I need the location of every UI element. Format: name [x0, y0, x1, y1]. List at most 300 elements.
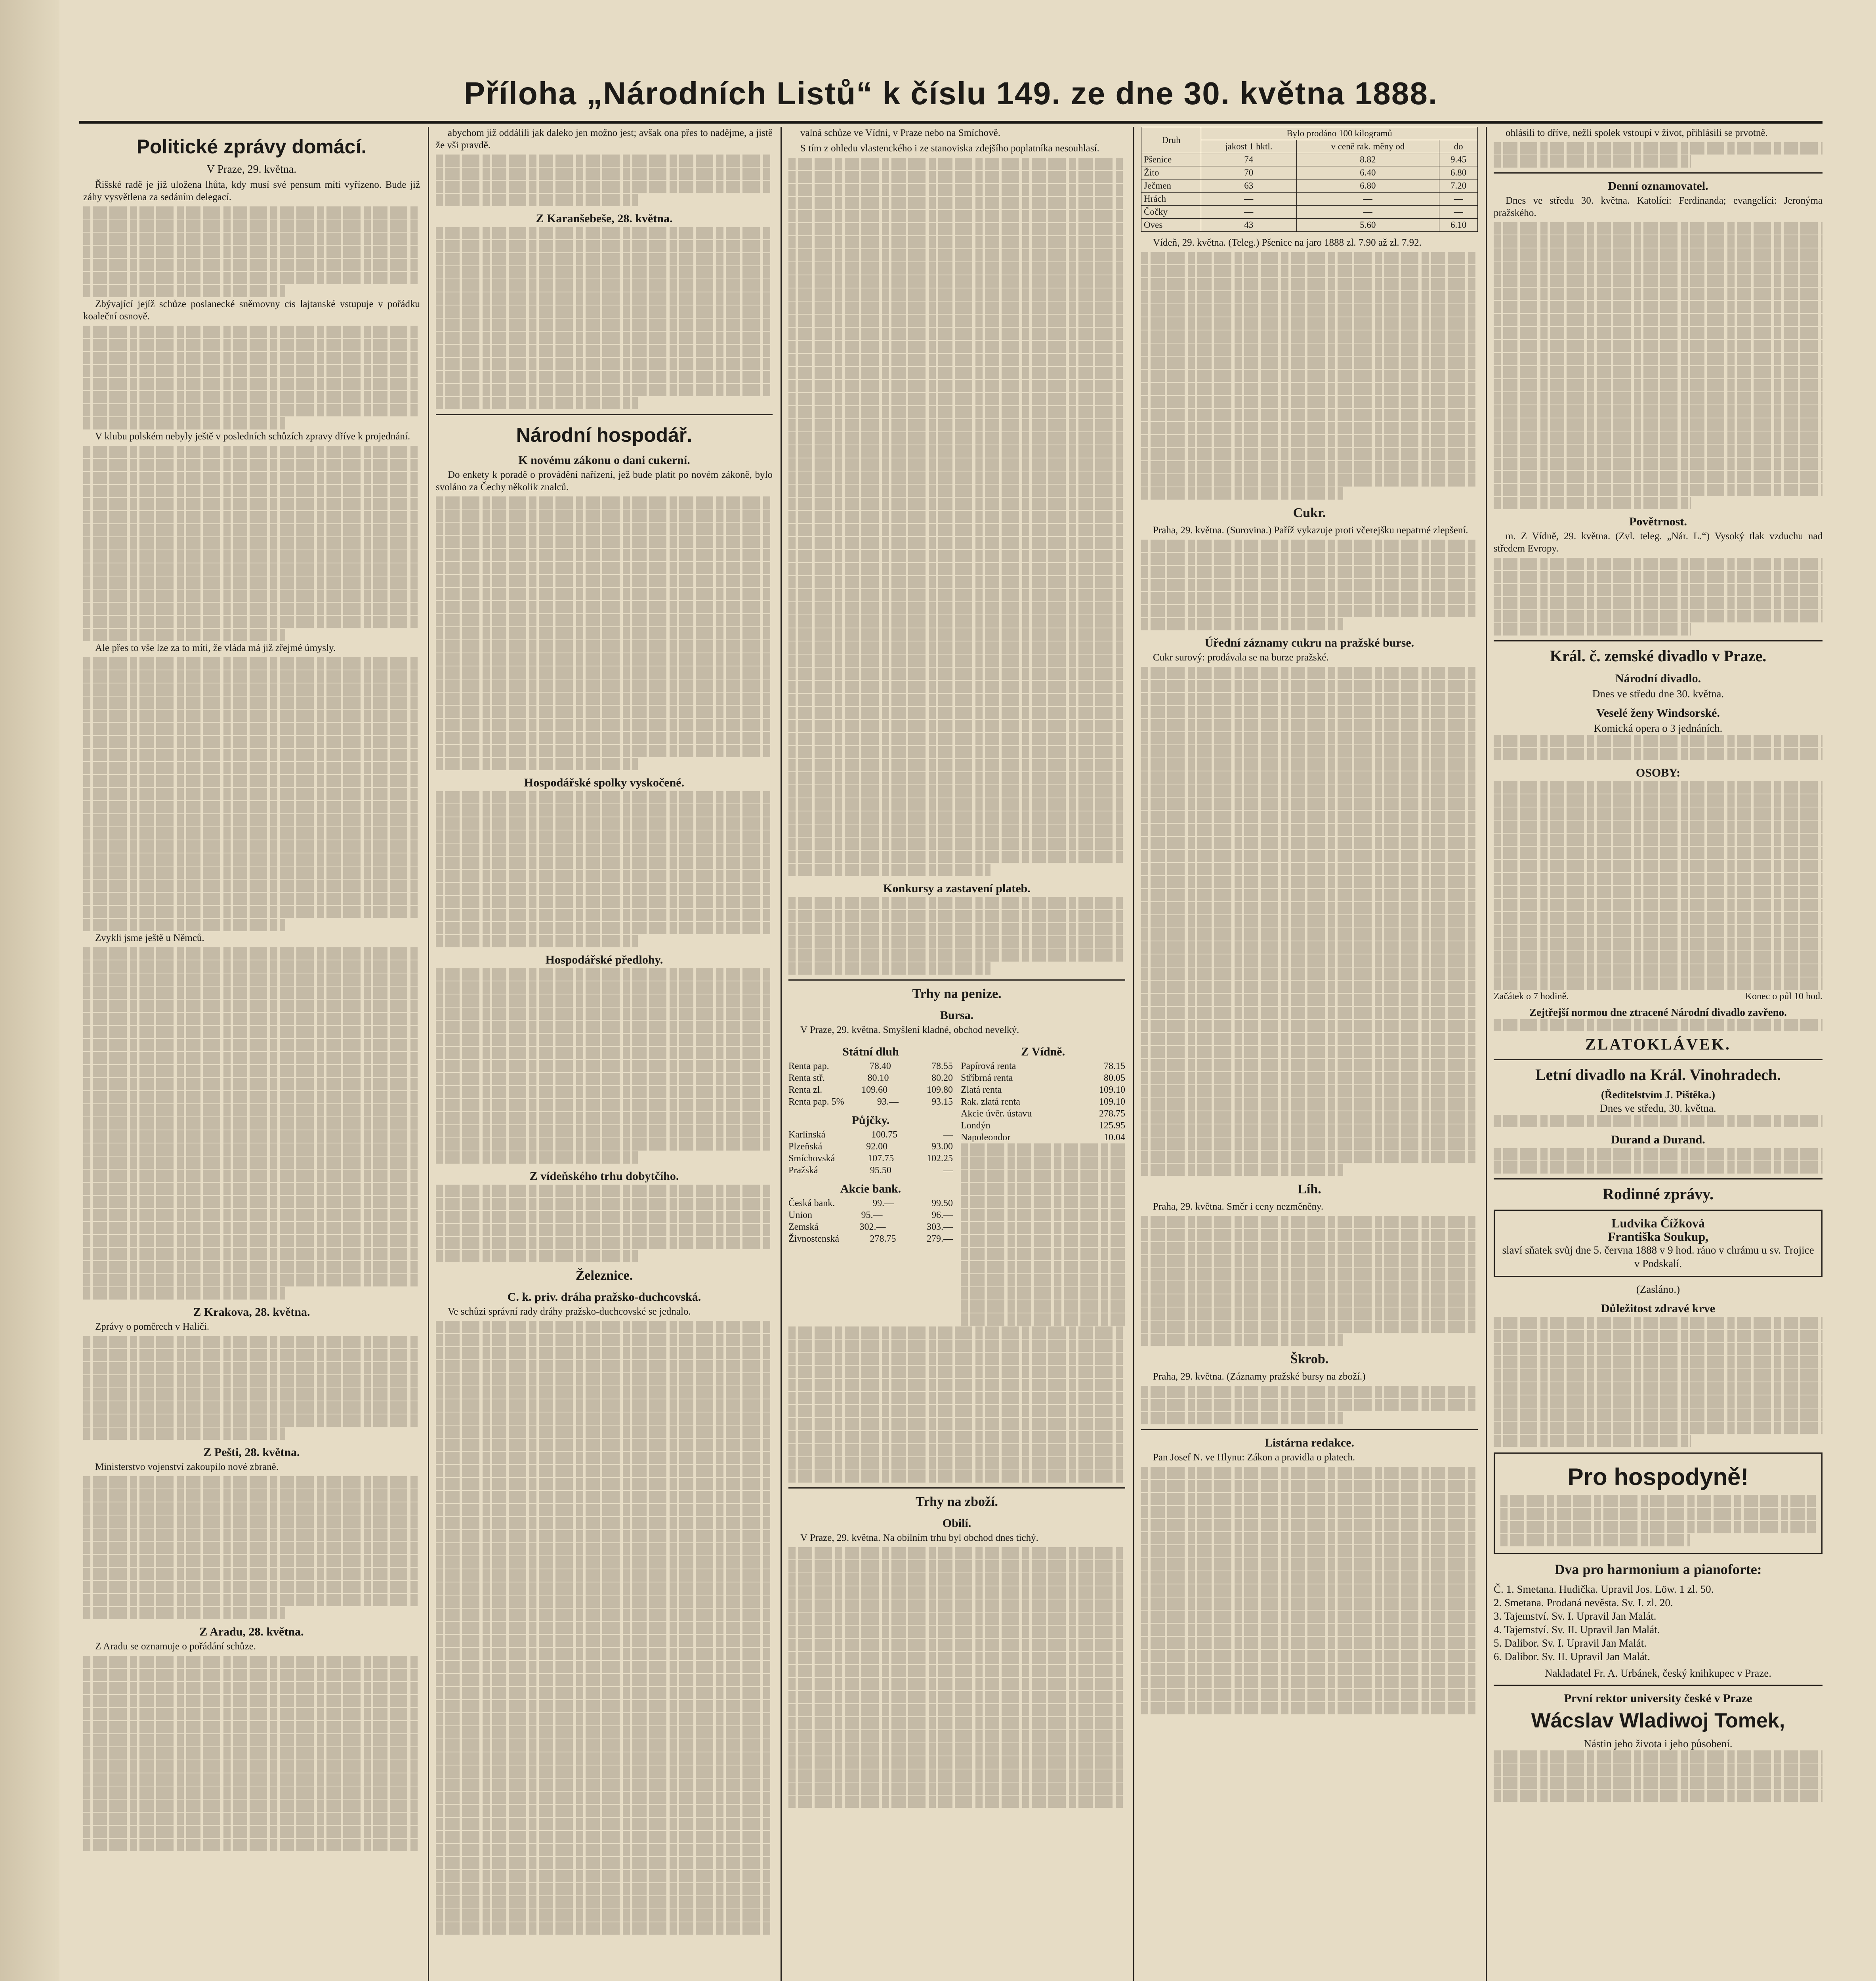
text-line	[788, 1392, 1125, 1404]
quote-value: 279.—	[926, 1234, 953, 1244]
subheading-daily-notices: Denní oznamovatel.	[1608, 179, 1708, 193]
text-line	[436, 1073, 773, 1085]
grain-type: Pšenice	[1141, 153, 1201, 166]
text-line	[436, 397, 638, 409]
text-line	[83, 1026, 420, 1038]
grain-value: 6.80	[1439, 166, 1478, 179]
article-paragraph: Zvykli jsme ještě u Němců.	[95, 933, 204, 943]
zlatolavek-title: ZLATOKLÁVEK.	[1585, 1035, 1731, 1053]
text-line	[788, 1353, 1125, 1365]
text-line	[1141, 1281, 1478, 1294]
text-line	[436, 844, 773, 856]
text-line	[1500, 1521, 1816, 1533]
quote-row	[788, 1060, 953, 1072]
text-line	[436, 305, 773, 318]
text-line	[788, 864, 990, 876]
text-line	[788, 511, 1125, 523]
table-row	[1141, 193, 1478, 206]
text-line	[1141, 566, 1478, 578]
text-line	[1494, 392, 1823, 405]
text-line	[436, 679, 773, 692]
text-line	[1141, 981, 1478, 993]
text-line	[83, 1336, 420, 1348]
article-paragraph: Do enkety k poradě o provádění nařízení, jež bude platit po novém zákoně, bylo svoláno za Čechy několik znalců.	[436, 469, 773, 492]
text-line	[788, 733, 1125, 745]
text-line	[436, 266, 773, 279]
text-line	[1494, 288, 1823, 300]
text-line	[788, 315, 1125, 327]
article-paragraph: Zprávy o poměrech v Haliči.	[95, 1321, 210, 1332]
text-line	[436, 496, 773, 509]
text-line	[436, 1399, 773, 1412]
column-divider	[1486, 127, 1487, 1981]
text-line	[788, 628, 1125, 641]
text-line	[1141, 719, 1478, 731]
text-line	[1141, 1321, 1478, 1333]
text-line	[83, 1682, 420, 1694]
text-line	[83, 762, 420, 774]
text-line	[788, 1704, 1125, 1716]
text-line	[788, 1599, 1125, 1612]
text-line	[1141, 1294, 1478, 1307]
text-line	[788, 910, 1125, 922]
text-line	[1141, 1597, 1478, 1610]
subheading-grain: Obilí.	[942, 1517, 971, 1530]
text-line	[1494, 275, 1823, 287]
text-line	[83, 1196, 420, 1208]
text-line	[1141, 304, 1478, 317]
text-line	[436, 1582, 773, 1595]
text-line	[83, 670, 420, 683]
text-line	[1141, 1216, 1478, 1228]
text-line	[436, 1008, 773, 1020]
text-line	[1141, 409, 1478, 421]
text-line	[1494, 314, 1823, 326]
text-line	[83, 246, 420, 258]
text-line	[1141, 448, 1478, 460]
text-line	[788, 302, 1125, 314]
text-line	[788, 923, 1125, 935]
text-line	[1494, 1317, 1823, 1329]
bride-name: Ludvika Čížková	[1611, 1216, 1705, 1230]
cast-heading: OSOBY:	[1636, 766, 1681, 779]
text-line	[436, 922, 773, 934]
text-line	[83, 524, 420, 536]
page-left-edge	[0, 0, 59, 1981]
text-line	[83, 1555, 420, 1567]
grain-value: —	[1296, 206, 1439, 219]
text-line	[83, 259, 420, 271]
play-description: Komická opera o 3 jednáních.	[1594, 722, 1723, 734]
text-line	[1494, 418, 1823, 431]
text-line	[1494, 142, 1823, 155]
grain-type: Ječmen	[1141, 179, 1201, 193]
rector-note: Nástin jeho života i jeho působení.	[1584, 1738, 1733, 1750]
text-line	[83, 1669, 420, 1681]
text-line	[83, 1476, 420, 1489]
text-line	[1141, 1020, 1478, 1032]
text-line	[83, 1594, 420, 1606]
text-line	[436, 1765, 773, 1778]
text-line	[1141, 784, 1478, 797]
quote-name: Renta zl.	[788, 1085, 823, 1095]
text-line	[788, 1379, 1125, 1391]
article-paragraph: Řišské radě je již uložena lhůta, kdy musí své pensum míti vyřízeno. Bude již záhy vysvětlena za sedáním delegací.	[83, 179, 420, 202]
text-line	[83, 1183, 420, 1195]
text-line	[1141, 1151, 1478, 1163]
text-line	[1141, 330, 1478, 343]
text-line	[436, 1034, 773, 1046]
text-line	[1141, 902, 1478, 914]
quote-row	[788, 1141, 953, 1153]
grain-value: 43	[1201, 219, 1296, 232]
summer-theatre-date: Dnes ve středu, 30. května.	[1600, 1102, 1716, 1114]
text-line	[1494, 951, 1823, 964]
text-line	[83, 1274, 420, 1286]
quote-value: 96.—	[931, 1210, 953, 1220]
text-line	[788, 694, 1125, 706]
column-5	[1494, 127, 1823, 1981]
text-line	[436, 1883, 773, 1895]
grain-value: 63	[1201, 179, 1296, 193]
text-line	[788, 1665, 1125, 1677]
text-line	[83, 616, 420, 628]
text-line	[788, 1547, 1125, 1559]
subheading-associations: Hospodářské spolky vyskočené.	[524, 776, 685, 789]
text-line	[436, 1922, 773, 1935]
text-line	[1141, 487, 1343, 500]
text-line	[436, 1635, 773, 1647]
grain-price-table	[1141, 127, 1478, 232]
text-line	[1494, 248, 1823, 261]
text-line	[83, 1261, 420, 1273]
text-line	[961, 1209, 1125, 1221]
text-line	[83, 1104, 420, 1116]
header-rule	[79, 121, 1823, 124]
text-line	[83, 1222, 420, 1234]
text-line	[1494, 327, 1823, 339]
text-line	[788, 458, 1125, 471]
text-line	[83, 749, 420, 761]
text-line	[1494, 222, 1823, 235]
text-line	[788, 1418, 1125, 1430]
text-line	[1494, 938, 1823, 950]
text-line	[436, 1250, 638, 1262]
table-row	[1141, 166, 1478, 179]
column-divider	[428, 127, 429, 1981]
text-line	[1494, 1382, 1823, 1395]
subheading-bankruptcies: Konkursy a zastavení plateb.	[883, 882, 1031, 895]
text-line	[1494, 1148, 1823, 1160]
wedding-announcement	[1494, 1210, 1823, 1277]
text-line	[83, 736, 420, 748]
text-line	[788, 1586, 1125, 1599]
text-line	[436, 1412, 773, 1425]
grain-value: 6.80	[1296, 179, 1439, 193]
text-line	[788, 184, 1125, 196]
subheading-proposals: Hospodářské předlohy.	[545, 953, 663, 966]
grain-value: 5.60	[1296, 219, 1439, 232]
article-paragraph: Ve schůzi správní rady dráhy pražsko-duchcovské se jednalo.	[448, 1306, 691, 1317]
divider	[1141, 1429, 1478, 1430]
text-line	[83, 1542, 420, 1554]
text-line	[83, 1052, 420, 1064]
text-line	[961, 1261, 1125, 1273]
text-line	[1494, 860, 1823, 872]
text-line	[788, 962, 990, 975]
text-line	[83, 206, 420, 219]
column-1	[83, 127, 420, 1981]
text-line	[1500, 1495, 1816, 1507]
text-line	[83, 973, 420, 986]
text-line	[788, 1796, 1125, 1808]
text-line	[83, 339, 420, 351]
text-line	[1141, 1558, 1478, 1571]
quote-name: Karlínská	[788, 1130, 826, 1140]
text-line	[1494, 558, 1823, 570]
text-line	[1494, 1777, 1823, 1789]
article-paragraph: V Praze, 29. května. Na obilním trhu byl obchod dnes tichý.	[800, 1533, 1038, 1543]
quote-value: 80.20	[931, 1073, 953, 1083]
text-line	[436, 1491, 773, 1503]
list-item: 3. Tajemství. Sv. I. Upravil Jan Malát.	[1494, 1610, 1657, 1622]
text-line	[436, 1112, 773, 1124]
groom-name: Františka Soukup,	[1607, 1229, 1709, 1244]
rector-name: Wácslav Wladiwoj Tomek,	[1531, 1709, 1785, 1732]
text-line	[1494, 597, 1823, 609]
grain-value: —	[1201, 193, 1296, 206]
text-line	[1141, 461, 1478, 473]
quote-row	[788, 1197, 953, 1209]
text-line	[1494, 366, 1823, 378]
quote-name: Renta stř.	[788, 1073, 825, 1083]
text-line	[436, 653, 773, 666]
text-line	[83, 853, 420, 866]
text-line	[1141, 344, 1478, 356]
text-line	[788, 354, 1125, 366]
text-line	[436, 1896, 773, 1908]
text-line	[83, 1529, 420, 1541]
start-time: Začátek o 7 hodině.	[1494, 991, 1569, 1002]
text-line	[788, 236, 1125, 248]
text-line	[436, 1569, 773, 1582]
text-line	[83, 1515, 420, 1528]
text-line	[961, 1287, 1125, 1300]
text-line	[1141, 693, 1478, 705]
text-line	[788, 720, 1125, 732]
subheading-cattle-market: Z vídeňského trhu dobytčího.	[529, 1170, 679, 1183]
subheading-arad: Z Aradu, 28. května.	[199, 1625, 304, 1638]
text-line	[83, 1287, 285, 1300]
text-line	[1141, 1033, 1478, 1045]
text-line	[436, 1609, 773, 1621]
text-line	[788, 485, 1125, 497]
grain-value: —	[1201, 206, 1296, 219]
text-line	[83, 1489, 420, 1502]
text-line	[436, 523, 773, 535]
text-line	[788, 1730, 1125, 1742]
text-line	[83, 1813, 420, 1825]
text-line	[83, 417, 285, 429]
text-line	[1141, 1164, 1343, 1176]
quote-value: 80.05	[1104, 1073, 1125, 1083]
text-line	[1141, 1412, 1343, 1424]
showtime-row	[1494, 990, 1823, 1002]
quote-value: 93.—	[877, 1097, 899, 1107]
quote-name: Zlatá renta	[961, 1085, 1002, 1095]
text-line	[1141, 824, 1478, 836]
repertoire-note: Zejtřejší normou dne ztracené Národní divadlo zavřeno.	[1529, 1006, 1787, 1018]
quote-row	[788, 1072, 953, 1084]
text-line	[961, 1222, 1125, 1234]
grain-value: —	[1439, 193, 1478, 206]
text-line	[788, 550, 1125, 562]
quote-name: Papírová renta	[961, 1061, 1016, 1071]
text-line	[83, 326, 420, 338]
text-line	[788, 615, 1125, 628]
text-line	[436, 358, 773, 370]
text-line	[83, 775, 420, 787]
text-line	[83, 1130, 420, 1143]
text-line	[788, 1613, 1125, 1625]
text-line	[1494, 735, 1823, 747]
list-item: 6. Dalibor. Sv. II. Upravil Jan Malát.	[1494, 1651, 1650, 1662]
text-line	[83, 285, 285, 297]
text-line	[83, 880, 420, 892]
text-line	[436, 804, 773, 817]
text-line	[1494, 1343, 1823, 1355]
text-line	[83, 1581, 420, 1593]
text-line	[83, 947, 420, 960]
text-line	[436, 562, 773, 574]
quote-name: Pražská	[788, 1165, 818, 1176]
text-line	[788, 1626, 1125, 1638]
text-line	[83, 590, 420, 602]
text-line	[1494, 379, 1823, 391]
text-line	[1494, 781, 1823, 794]
text-line	[436, 1805, 773, 1817]
zaslano-label: (Zasláno.)	[1636, 1283, 1680, 1295]
text-line	[1494, 301, 1823, 313]
quote-value: 109.10	[1099, 1097, 1125, 1107]
text-line	[788, 171, 1125, 183]
text-line	[788, 419, 1125, 431]
vienna-quotes-list	[961, 1060, 1125, 1143]
subheading-sugar: Cukr.	[1293, 506, 1326, 520]
text-line	[788, 681, 1125, 693]
text-line	[1494, 1435, 1691, 1447]
text-line	[436, 1504, 773, 1516]
text-line	[1494, 1408, 1823, 1421]
text-line	[83, 1170, 420, 1182]
grain-type: Oves	[1141, 219, 1201, 232]
text-line	[83, 697, 420, 709]
text-line	[436, 870, 773, 882]
text-line	[83, 1747, 420, 1760]
text-line	[436, 1818, 773, 1830]
text-line	[436, 1517, 773, 1529]
text-line	[83, 550, 420, 563]
table-row	[1141, 179, 1478, 193]
subheading-pest: Z Pešti, 28. května.	[203, 1446, 300, 1459]
text-line	[788, 1444, 1125, 1456]
text-line	[788, 367, 1125, 379]
text-line	[1141, 889, 1478, 901]
article-paragraph: Ale přes to vše lze za to míti, že vláda má již zřejmé úmysly.	[95, 643, 336, 653]
text-line	[788, 1431, 1125, 1443]
text-line	[436, 666, 773, 679]
text-line	[788, 1560, 1125, 1573]
subheading-krakov: Z Krakova, 28. května.	[193, 1305, 310, 1319]
text-line	[788, 589, 1125, 601]
quote-row	[961, 1084, 1125, 1096]
text-line	[83, 459, 420, 471]
quote-name: Akcie úvěr. ústavu	[961, 1109, 1032, 1119]
quote-row	[788, 1164, 953, 1176]
text-line	[788, 197, 1125, 209]
list-item: Č. 1. Smetana. Hudička. Upravil Jos. Löw. 1 zl. 50.	[1494, 1583, 1714, 1595]
text-line	[788, 537, 1125, 549]
summer-play-title: Durand a Durand.	[1611, 1133, 1705, 1146]
text-line	[1141, 1242, 1478, 1254]
text-line	[1141, 850, 1478, 862]
text-line	[1494, 1750, 1823, 1763]
divider	[436, 414, 773, 415]
text-line	[83, 1734, 420, 1746]
quote-row	[961, 1132, 1125, 1143]
text-line	[1141, 706, 1478, 718]
text-line	[83, 485, 420, 497]
text-line	[1141, 396, 1478, 408]
quote-value: 278.75	[1099, 1109, 1125, 1119]
text-line	[436, 1779, 773, 1791]
text-line	[961, 1274, 1125, 1286]
text-line	[83, 683, 420, 696]
text-line	[788, 1756, 1125, 1769]
text-line	[436, 384, 773, 396]
column-divider	[781, 127, 782, 1981]
text-line	[83, 1039, 420, 1051]
text-line	[83, 866, 420, 879]
text-line	[436, 745, 773, 757]
quote-name: Česká bank.	[788, 1198, 835, 1208]
quote-value: 100.75	[871, 1130, 898, 1140]
text-line	[788, 824, 1125, 837]
text-line	[1141, 474, 1478, 487]
quote-value: 303.—	[926, 1222, 953, 1232]
text-line	[1494, 1019, 1823, 1031]
text-line	[83, 1117, 420, 1130]
text-line	[1141, 1085, 1478, 1097]
quote-row	[961, 1060, 1125, 1072]
text-line	[436, 1687, 773, 1699]
text-line	[83, 352, 420, 364]
text-line	[788, 1783, 1125, 1795]
text-line	[436, 240, 773, 252]
text-line	[788, 949, 1125, 962]
text-line	[436, 1465, 773, 1477]
text-line	[1141, 1571, 1478, 1584]
text-line	[83, 404, 420, 416]
text-line	[1141, 837, 1478, 849]
quote-name: Union	[788, 1210, 812, 1220]
subheading-sugar-records: Úřední záznamy cukru na pražské burse.	[1204, 636, 1414, 649]
text-line	[83, 365, 420, 377]
divider	[1494, 172, 1823, 174]
text-line	[1141, 1059, 1478, 1071]
loans-list	[788, 1129, 953, 1176]
text-line	[788, 223, 1125, 235]
